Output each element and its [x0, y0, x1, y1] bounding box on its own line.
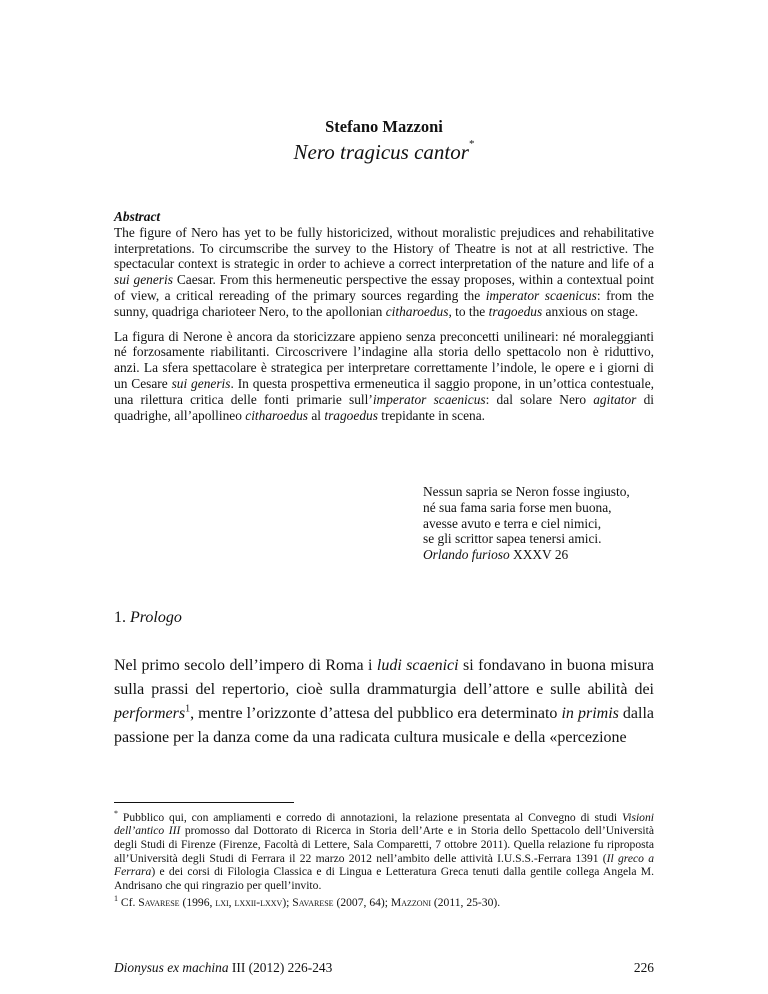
abstract-en-text: The figure of Nero has yet to be fully historicized, without moralistic prejudices and rehabilitative interpretations. To circumscribe the survey to the History of Theatre is not at all restrictive. The spectacular context is strategic in order to achieve a correct interpretation of the nature and life of a	[114, 224, 654, 272]
abstract-it-text: di quadrighe, all’apollineo	[114, 391, 654, 423]
abstract-en-italic: imperator scaenicus	[485, 287, 597, 303]
footnote-star	[114, 807, 654, 892]
footnote-1	[114, 892, 654, 909]
footnote-pages: lxi, lxxii-lxxv	[215, 896, 283, 910]
section-heading	[114, 609, 182, 627]
author-name: Stefano Mazzoni	[325, 117, 443, 136]
abstract-it-text: : dal solare Nero	[485, 391, 594, 407]
abstract-it-text: trepidante in scena.	[377, 407, 486, 423]
article-title	[0, 140, 768, 165]
footnote-author: Mazzoni	[390, 896, 431, 910]
body-text: Nel primo secolo dell’impero di Roma i	[114, 657, 377, 674]
abstract-it-italic: tragoedus	[324, 407, 378, 423]
footnote-author: Savarese	[292, 896, 334, 910]
title-footnote-mark: *	[468, 138, 475, 150]
footnote-mark: *	[114, 809, 118, 818]
footnotes	[114, 807, 654, 910]
abstract-en-text: : from the sunny, quadriga charioteer Nero, to the apollonian	[114, 287, 654, 319]
abstract-en-italic: tragoedus	[488, 303, 543, 319]
footnote-author: Savarese	[138, 896, 180, 910]
section-title: Prologo	[130, 609, 182, 626]
section-number: 1.	[114, 609, 130, 626]
footnote-text: promosso dal Dottorato di Ricerca in Storia dell’Arte e in Storia dello Spettacolo dell’Università degli Studi di Firenze (Firenze, Facoltà di Lettere, Sala Comparetti, 7 ottobre 2011). Quella relazione fu riproposta all’Università degli Studi di Ferrara il 22 marzo 2012 nell’ambito delle attività I.U.S.S.-Ferrara 1391 (	[114, 824, 654, 865]
abstract-it-text: . In questa prospettiva ermeneutica il saggio propone, in un’ottica contestuale, una rilettura critica delle fonti primarie sull’	[114, 375, 654, 407]
abstract-italian	[114, 329, 654, 424]
epigraph-line: se gli scrittor sapea tenersi amici.	[423, 531, 602, 547]
abstract-english	[114, 225, 654, 320]
footnote-italic: Visioni dell’antico III	[114, 810, 654, 838]
abstract-it-italic: agitator	[593, 391, 637, 407]
journal-issue: III (2012) 226-243	[228, 960, 333, 975]
abstract-it-text: al	[308, 407, 325, 423]
footnote-text: ) e dei corsi di Filologia Classica e di Lingua e Letteratura Greca tenuti dalla gentile collega Angela M. Andrisano che qui ringrazio per quell’invito.	[114, 865, 654, 892]
footnote-text: Cf.	[118, 896, 139, 910]
footnote-text: );	[282, 896, 293, 910]
abstract-block	[114, 209, 654, 423]
abstract-it-italic: citharoedus	[245, 407, 308, 423]
abstract-en-italic: citharoedus	[385, 303, 449, 319]
page-number: 226	[633, 960, 654, 975]
footnote-text: Pubblico qui, con ampliamenti e corredo di annotazioni, la relazione presentata al Convegno di studi	[118, 810, 622, 824]
footnote-divider	[114, 802, 294, 803]
journal-title: Dionysus ex machina	[114, 960, 229, 975]
body-text: , mentre l’orizzonte d’attesa del pubblico era determinato	[190, 705, 562, 722]
article-title-text: Nero tragicus cantor	[293, 140, 469, 164]
body-italic: ludi scaenici	[376, 657, 459, 674]
abstract-en-italic: sui generis	[114, 272, 173, 288]
footnote-text: (1996,	[179, 896, 216, 910]
epigraph	[423, 484, 663, 563]
abstract-it-text: La figura di Nerone è ancora da storicizzare appieno senza preconcetti unilineari: né moraleggianti né forzosamente riabilitanti. Circoscrivere l’indagine alla storia dello spettacolo non è riduttivo, anzi. La sfera spettacolare è strategica per interpretare correttamente l’indole, le opere e i giorni di un Cesare	[114, 328, 654, 391]
epigraph-source	[423, 547, 663, 563]
epigraph-line: Nessun sapria se Neron fosse ingiusto,	[423, 484, 630, 499]
epigraph-line: avesse avuto e terra e ciel nimici,	[423, 515, 602, 531]
body-text: dalla passione per la danza come da una radicata cultura musicale e della «percezione	[114, 705, 655, 746]
journal-reference	[114, 960, 332, 976]
abstract-label: Abstract	[114, 209, 161, 224]
abstract-en-text: anxious on stage.	[542, 303, 639, 319]
abstract-en-text: Caesar. From this hermeneutic perspective the essay proposes, within a contextual point of view, a critical rereading of the primary sources regarding the	[114, 272, 654, 303]
abstract-it-italic: sui generis	[171, 375, 231, 391]
body-paragraph	[114, 654, 654, 750]
footnote-text: (2007, 64);	[333, 896, 391, 910]
footnote-text: (2011, 25-30).	[431, 896, 501, 910]
body-italic: in primis	[561, 705, 619, 722]
epigraph-source-title: Orlando furioso	[423, 547, 510, 563]
body-italic: performers	[114, 705, 186, 722]
epigraph-source-ref: XXXV 26	[509, 547, 569, 563]
footnote-ref-1[interactable]: 1	[185, 703, 191, 715]
abstract-it-italic: imperator scaenicus	[372, 391, 486, 407]
epigraph-line: né sua fama saria forse men buona,	[423, 499, 612, 515]
footnote-mark: 1	[114, 894, 118, 904]
footnote-italic: Il greco a Ferrara	[114, 851, 654, 879]
abstract-en-text: , to the	[448, 303, 489, 319]
body-text: si fondavano in buona misura sulla prassi del repertorio, cioè sulla drammaturgia dell’attore e sulle abilità dei	[114, 657, 654, 698]
